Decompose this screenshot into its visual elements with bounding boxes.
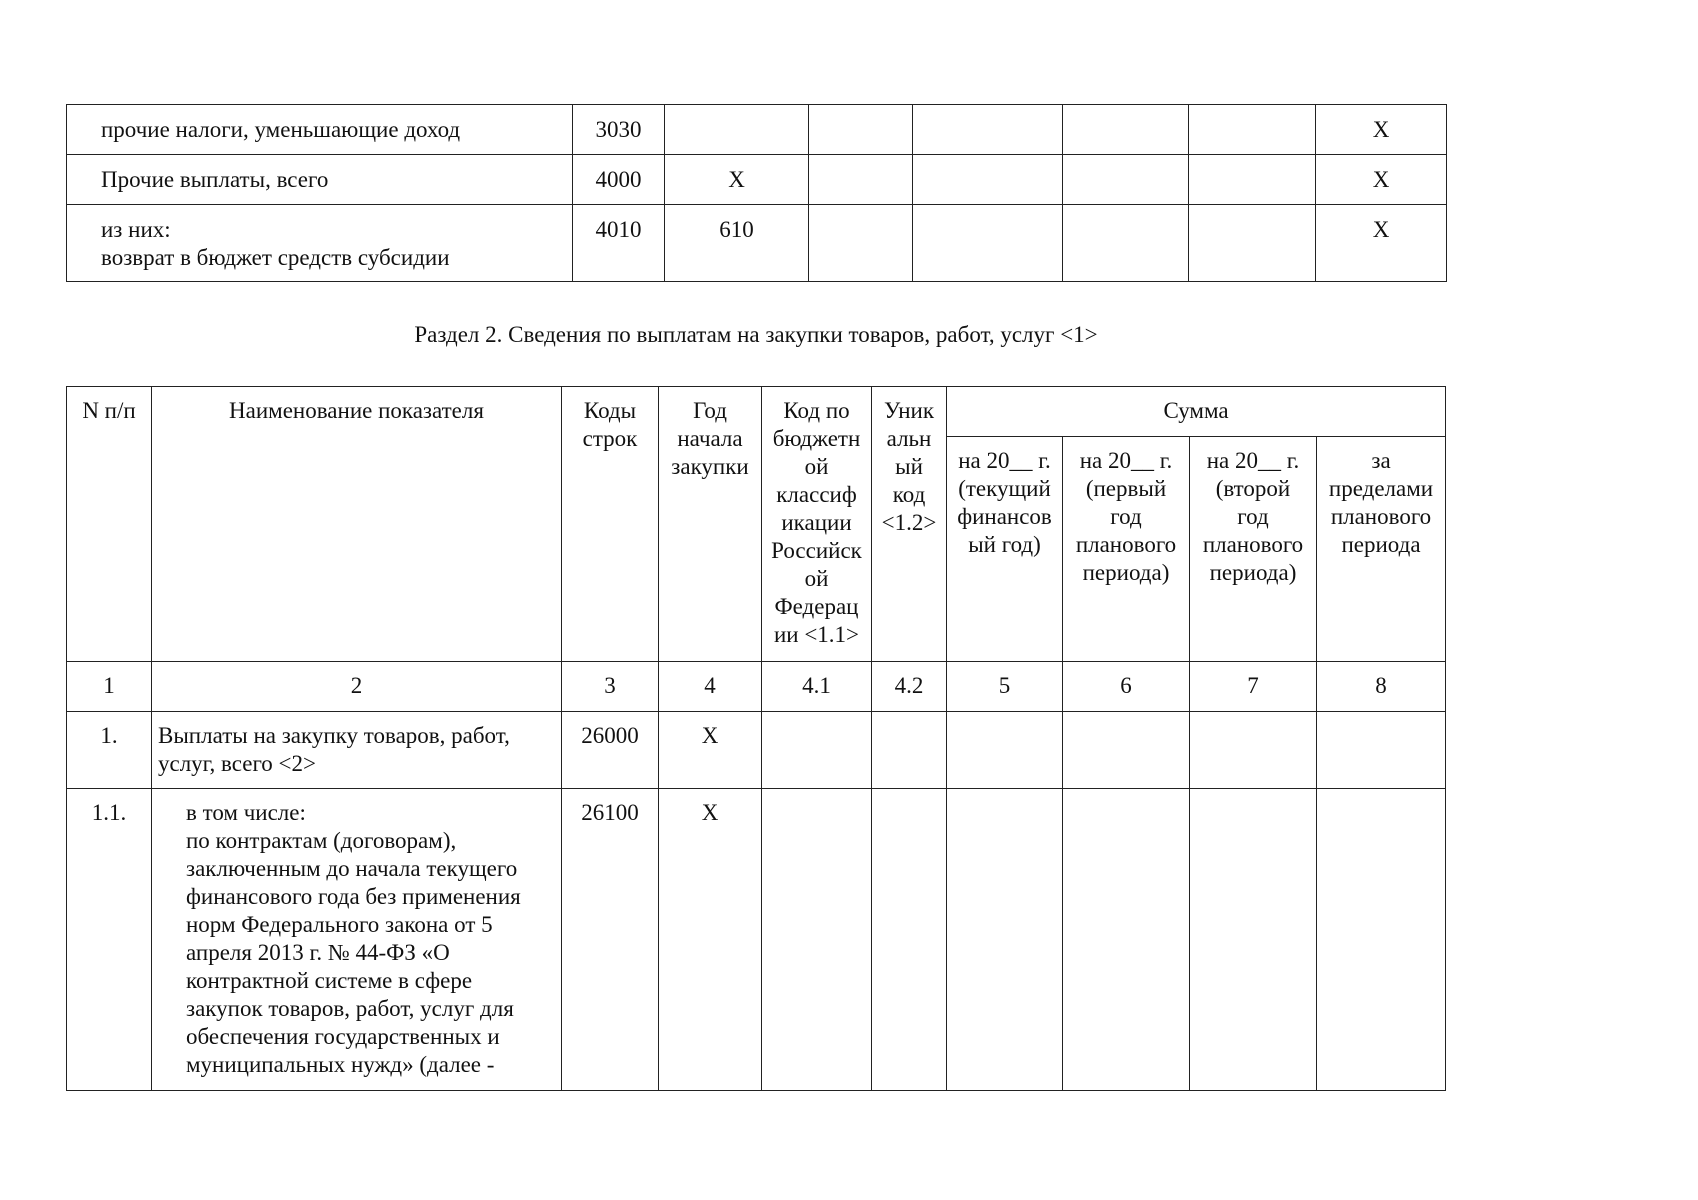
table-row	[67, 712, 1446, 789]
row-name: Прочие выплаты, всего	[67, 155, 573, 205]
header-sum: Сумма	[947, 387, 1446, 437]
empty-cell	[1317, 789, 1446, 1091]
row-last: X	[1316, 105, 1447, 155]
row-col3: X	[665, 155, 809, 205]
row-num: 1.	[67, 712, 152, 789]
col-number: 6	[1063, 662, 1190, 712]
table-row	[67, 155, 1447, 205]
row-code: 4010	[573, 205, 665, 282]
empty-cell	[913, 105, 1063, 155]
empty-cell	[1317, 712, 1446, 789]
empty-cell	[1190, 712, 1317, 789]
col-number: 4.1	[762, 662, 872, 712]
empty-cell	[809, 105, 913, 155]
empty-cell	[1063, 712, 1190, 789]
header-sum-second-plan-year: на 20__ г. (второй год планового периода)	[1190, 437, 1317, 662]
row-code: 26100	[562, 789, 659, 1091]
row-code: 26000	[562, 712, 659, 789]
row-num: 1.1.	[67, 789, 152, 1091]
row-year: X	[659, 789, 762, 1091]
row-name: в том числе: по контрактам (договорам), заключенным до начала текущего финансового года без применения норм Федерального закона от 5 апреля 2013 г. № 44-ФЗ «О контрактной системе в сфере закупок товаров, работ, услуг для обеспечения государственных и муниципальных нужд» (далее -	[152, 789, 562, 1091]
row-last: X	[1316, 155, 1447, 205]
col-number: 8	[1317, 662, 1446, 712]
header-unique-code: Уник альн ый код <1.2>	[872, 387, 947, 662]
empty-cell	[1189, 155, 1316, 205]
header-row	[67, 387, 1446, 437]
col-number: 3	[562, 662, 659, 712]
row-code: 3030	[573, 105, 665, 155]
empty-cell	[1190, 789, 1317, 1091]
col-number: 5	[947, 662, 1063, 712]
empty-cell	[762, 712, 872, 789]
col-number: 4.2	[872, 662, 947, 712]
header-year: Год начала закупки	[659, 387, 762, 662]
empty-cell	[947, 712, 1063, 789]
header-sum-current-year: на 20__ г. (текущий финансов ый год)	[947, 437, 1063, 662]
section-title: Раздел 2. Сведения по выплатам на закупки товаров, работ, услуг <1>	[414, 322, 1098, 347]
table-row	[67, 105, 1447, 155]
header-sum-beyond-plan: за пределами планового периода	[1317, 437, 1446, 662]
row-year: X	[659, 712, 762, 789]
table-row	[67, 789, 1446, 1091]
top-table	[66, 104, 1447, 282]
row-col3	[665, 105, 809, 155]
header-sum-first-plan-year: на 20__ г. (первый год планового периода)	[1063, 437, 1190, 662]
row-code: 4000	[573, 155, 665, 205]
header-name: Наименование показателя	[152, 387, 562, 662]
row-col3: 610	[665, 205, 809, 282]
col-number: 2	[152, 662, 562, 712]
col-number: 4	[659, 662, 762, 712]
col-number: 1	[67, 662, 152, 712]
empty-cell	[1189, 105, 1316, 155]
header-codes: Коды строк	[562, 387, 659, 662]
empty-cell	[872, 712, 947, 789]
col-number: 7	[1190, 662, 1317, 712]
row-name: прочие налоги, уменьшающие доход	[67, 105, 573, 155]
empty-cell	[1063, 155, 1189, 205]
header-kbk: Код по бюджетн ой классиф икации Российск ой Федерац ии <1.1>	[762, 387, 872, 662]
empty-cell	[809, 205, 913, 282]
header-num: N п/п	[67, 387, 152, 662]
empty-cell	[947, 789, 1063, 1091]
table-row	[67, 205, 1447, 282]
main-table	[66, 386, 1446, 1091]
empty-cell	[1189, 205, 1316, 282]
empty-cell	[809, 155, 913, 205]
empty-cell	[913, 205, 1063, 282]
empty-cell	[1063, 205, 1189, 282]
empty-cell	[1063, 105, 1189, 155]
empty-cell	[913, 155, 1063, 205]
empty-cell	[1063, 789, 1190, 1091]
row-name: Выплаты на закупку товаров, работ, услуг, всего <2>	[152, 712, 562, 789]
row-name: из них: возврат в бюджет средств субсидии	[67, 205, 573, 282]
empty-cell	[762, 789, 872, 1091]
numbering-row	[67, 662, 1446, 712]
row-last: X	[1316, 205, 1447, 282]
empty-cell	[872, 789, 947, 1091]
